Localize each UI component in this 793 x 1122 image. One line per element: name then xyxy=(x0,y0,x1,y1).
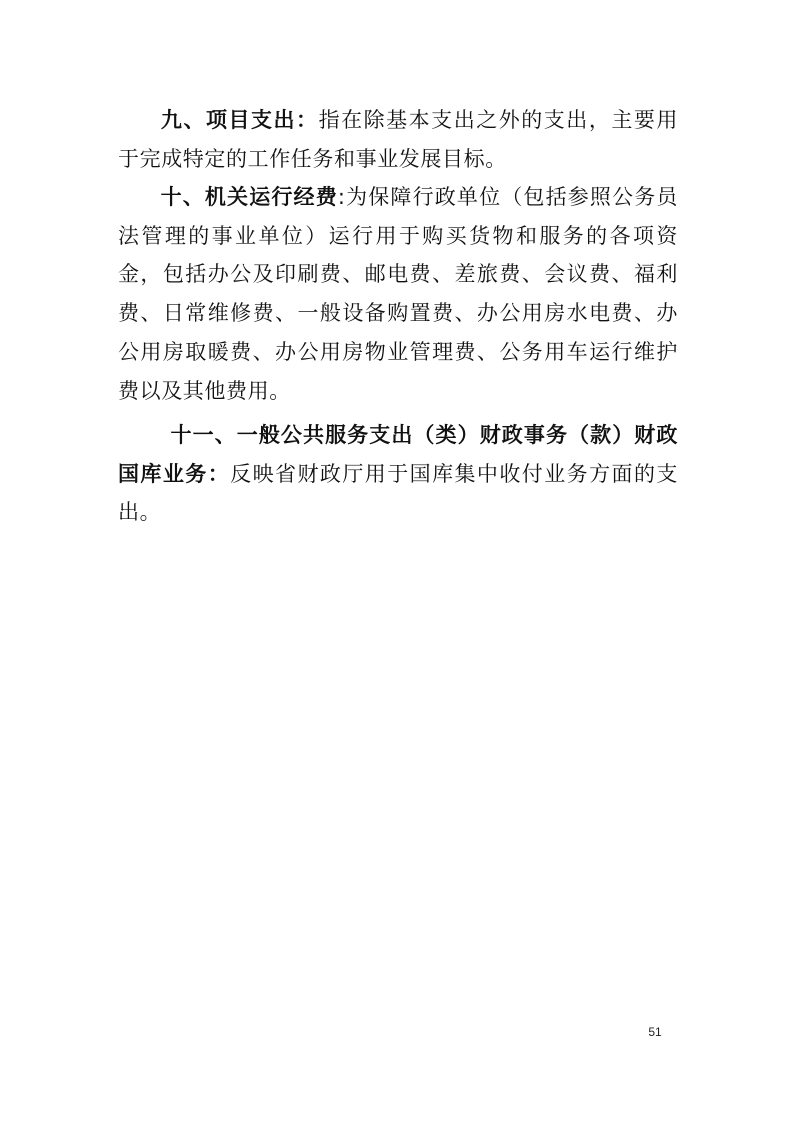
page-number: 51 xyxy=(648,1025,662,1039)
term-project-expenditure: 九、项目支出： xyxy=(160,108,319,132)
definition-treasury-business: 反映省财政厅用于国库集中收付业务方面的支出。 xyxy=(118,461,679,525)
definition-project-expenditure: 指在除基本支出之外的支出，主要用于完成特定的工作任务和事业发展目标。 xyxy=(118,108,678,171)
term-operating-funds: 十、机关运行经费 xyxy=(160,185,338,209)
paragraph-treasury-business xyxy=(118,416,678,532)
paragraph-operating-funds xyxy=(118,178,678,410)
definition-operating-funds: :为保障行政单位（包括参照公务员法管理的事业单位）运行用于购买货物和服务的各项资金，包括办公及印刷费、邮电费、差旅费、会议费、福利费、日常维修费、一般设备购置费、办公用房水电费、办公用房取暖费、办公用房物业管理费、公务用车运行维护费以及其他费用。 xyxy=(118,185,678,403)
paragraph-project-expenditure xyxy=(118,101,678,178)
term-treasury-business: 十一、一般公共服务支出（类）财政事务（款）财政国库业务： xyxy=(118,423,678,486)
